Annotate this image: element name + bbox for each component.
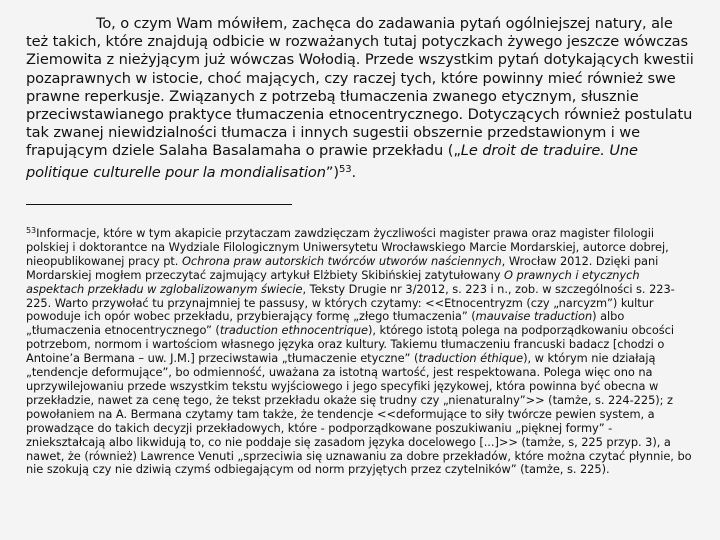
main-text-period: .: [351, 163, 357, 181]
footnote-text: ), w którym nie działają „tendencje deformujące”, bo odmienność, uważana za istotną wartość, jest respektowana. Polega więc ono na uprzywilejowaniu przede wszystkim tekstu wyjściowego i jego specyfiki językowej, która powinna być obecna w przekładzie, nawet za cenę tego, że tekst przekładu okaże się trudny czy „nienaturalny”>> (tamże, s. 224-225); z powołaniem na A. Bermana czytamy tam także, że tendencje <<deformujące to siły twórcze pewien system, a prowadzące do takich decyzji przekładowych, które - podporządkowane poszukiwaniu „pięknej formy” - zniekształcają albo likwidują to, co nie poddaje się zasadom języka docelowego [...]>> (tamże, s, 225 przyp. 3), a nawet, że (również) Lawrence Venuti „sprzeciwia się uznawaniu za dobre przekładów, które można czytać płynnie, bo nie szokują czy nie dziwią czymś odbiegającym od norm przyjętych przez czytelników” (tamże, s. 225).: [26, 351, 692, 477]
footnote-italic: Ochrona praw autorskich twórców utworów naściennych: [181, 253, 502, 268]
footnote-reference: 53: [338, 163, 352, 175]
book-title-italic: Le droit de traduire. Une politique culturelle pour la mondialisation: [26, 142, 638, 181]
footnote-text: ), którego istotą polega na podporządkowaniu obcości potrzebom, normom i wartościom własnego języka oraz kultury. Takiemu tłumaczeniu francuski badacz [chodzi o Antoine’a Bermana – uw. J.M.] przeciwstawia „tłumaczenie etyczne” (: [26, 323, 674, 366]
footnote: [26, 224, 694, 477]
footnote-text: , Wrocław 2012. Dzięki pani Mordarskiej mogłem przeczytać zajmujący artykuł Elżbiety Skibińskiej zatytułowany: [26, 253, 659, 282]
footnote-separator: [26, 204, 292, 205]
main-text-body: To, o czym Wam mówiłem, zachęca do zadawania pytań ogólniejszej natury, ale też takich, które znajdują odbicie w rozważanych tutaj potyczkach żywego jeszcze wówczas Ziemowita z nieżyjącym już wówczas Wołodią. Przede wszystkim pytań dotykających kwestii pozaprawnych w istocie, choć mających, czy raczej tych, które powinny mieć również swe prawne reperkusje. Związanych z potrzebą tłumaczenia zwanego etycznym, słusznie przeciwstawianego praktyce tłumaczenia etnocentrycznego. Dotyczących również postulatu tak zwanej niewidzialności tłumacza i innych sugestii obszernie przedstawionym i we frapującym dziele Salaha Basalamaha o prawie przekładu („: [26, 15, 694, 160]
main-text-quote-close: ”): [325, 163, 339, 181]
footnote-text: ) albo „tłumaczenia etnocentrycznego” (: [26, 309, 625, 338]
footnote-italic: traduction ethnocentrique: [219, 323, 368, 338]
footnote-italic: traduction éthique: [418, 351, 524, 366]
main-paragraph: [26, 15, 698, 182]
footnote-number: 53: [26, 226, 37, 235]
footnote-italic: mauvaise traduction: [475, 309, 593, 324]
footnote-italic: O prawnych i etycznych aspektach przekładu w zglobalizowanym świecie: [26, 267, 640, 296]
footnote-text: , Teksty Drugie nr 3/2012, s. 223 i n., zob. w szczególności s. 223-225. Warto przywołać tu przynajmniej te passusy, w których czytamy: <<Etnocentryzm (czy „narcyzm”) kultur powoduje ich opór wobec przekładu, przybierający formę „złego tłumaczenia” (: [26, 281, 675, 324]
footnote-text: Informacje, które w tym akapicie przytaczam zawdzięczam życzliwości magister prawa oraz magister filologii polskiej i doktorantce na Wydziale Filologicznym Uniwersytetu Wrocławskiego Marcie Mordarskiej, autorce dobrej, nieopublikowanej pracy pt.: [26, 226, 669, 268]
